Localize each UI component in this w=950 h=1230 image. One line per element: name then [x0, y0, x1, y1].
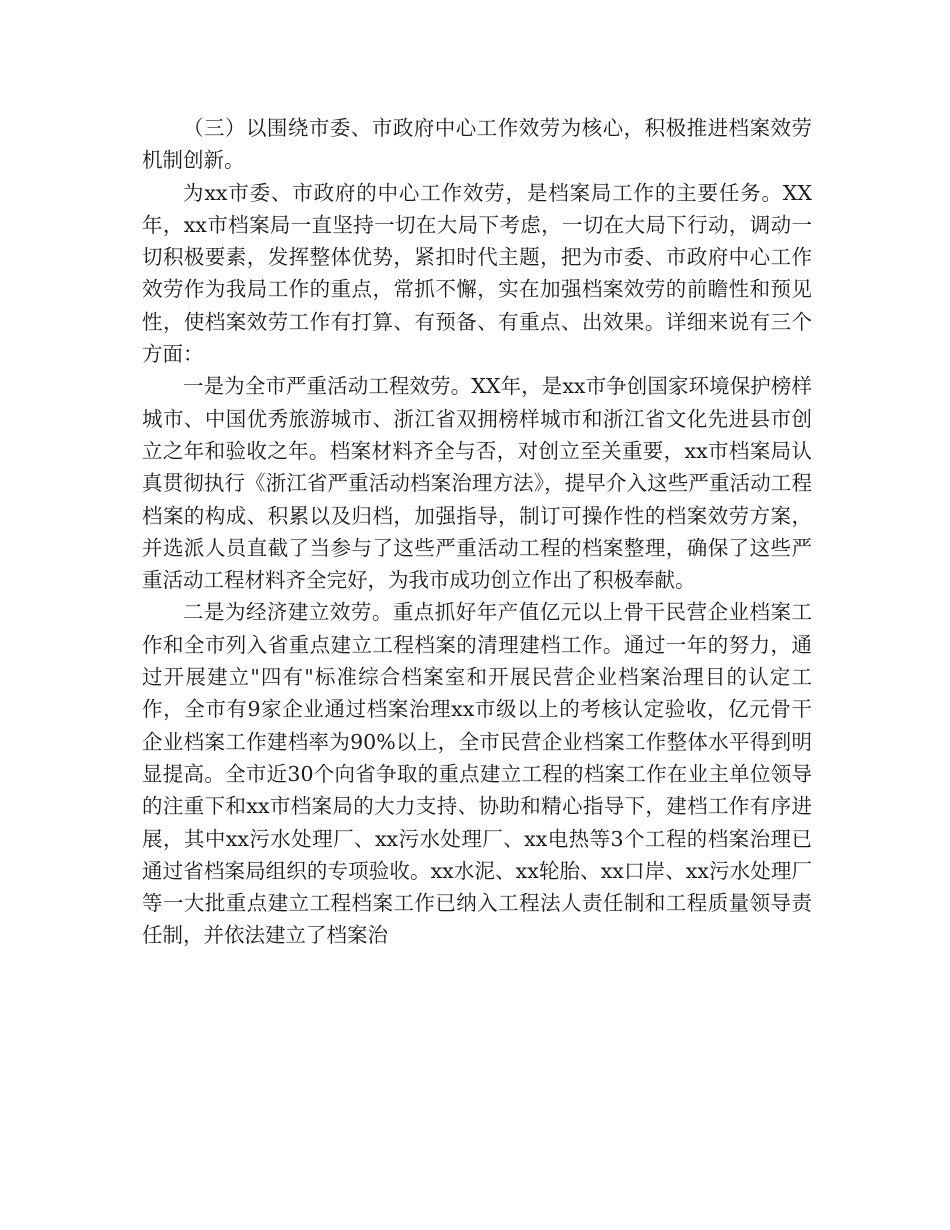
paragraph-intro: 为xx市委、市政府的中心工作效劳，是档案局工作的主要任务。XX年，xx市档案局一直坚持一切在大局下考虑，一切在大局下行动，调动一切积极要素，发挥整体优势，紧扣时代主题，把为市委、市政府中心工作效劳作为我局工作的重点，常抓不懈，实在加强档案效劳的前瞻性和预见性，使档案效劳工作有打算、有预备、有重点、出效果。详细来说有三个方面： — [142, 180, 812, 367]
section-heading: （三）以围绕市委、市政府中心工作效劳为核心，积极推进档案效劳机制创新。 — [142, 116, 812, 173]
paragraph-economic-construction: 二是为经济建立效劳。重点抓好年产值亿元以上骨干民营企业档案工作和全市列入省重点建立工程档案的清理建档工作。通过一年的努力，通过开展建立"四有"标准综合档案室和开展民营企业档案治理目的认定工作，全市有9家企业通过档案治理xx市级以上的考核认定验收，亿元骨干企业档案工作建档率为90%以上，全市民营企业档案工作整体水平得到明显提高。全市近30个向省争取的重点建立工程的档案工作在业主单位领导的注重下和xx市档案局的大力支持、协助和精心指导下，建档工作有序进展，其中xx污水处理厂、xx污水处理厂、xx电热等3个工程的档案治理已通过省档案局组织的专项验收。xx水泥、xx轮胎、xx口岸、xx污水处理厂等一大批重点建立工程档案工作已纳入工程法人责任制和工程质量领导责任制，并依法建立了档案治 — [142, 600, 812, 948]
document-body — [142, 112, 812, 952]
paragraph-major-activities: 一是为全市严重活动工程效劳。XX年，是xx市争创国家环境保护榜样城市、中国优秀旅游城市、浙江省双拥榜样城市和浙江省文化先进县市创立之年和验收之年。档案材料齐全与否，对创立至关重要，xx市档案局认真贯彻执行《浙江省严重活动档案治理方法》，提早介入这些严重活动工程档案的构成、积累以及归档，加强指导，制订可操作性的档案效劳方案，并选派人员直截了当参与了这些严重活动工程的档案整理，确保了这些严重活动工程材料齐全完好，为我市成功创立作出了积极奉献。 — [142, 374, 812, 593]
